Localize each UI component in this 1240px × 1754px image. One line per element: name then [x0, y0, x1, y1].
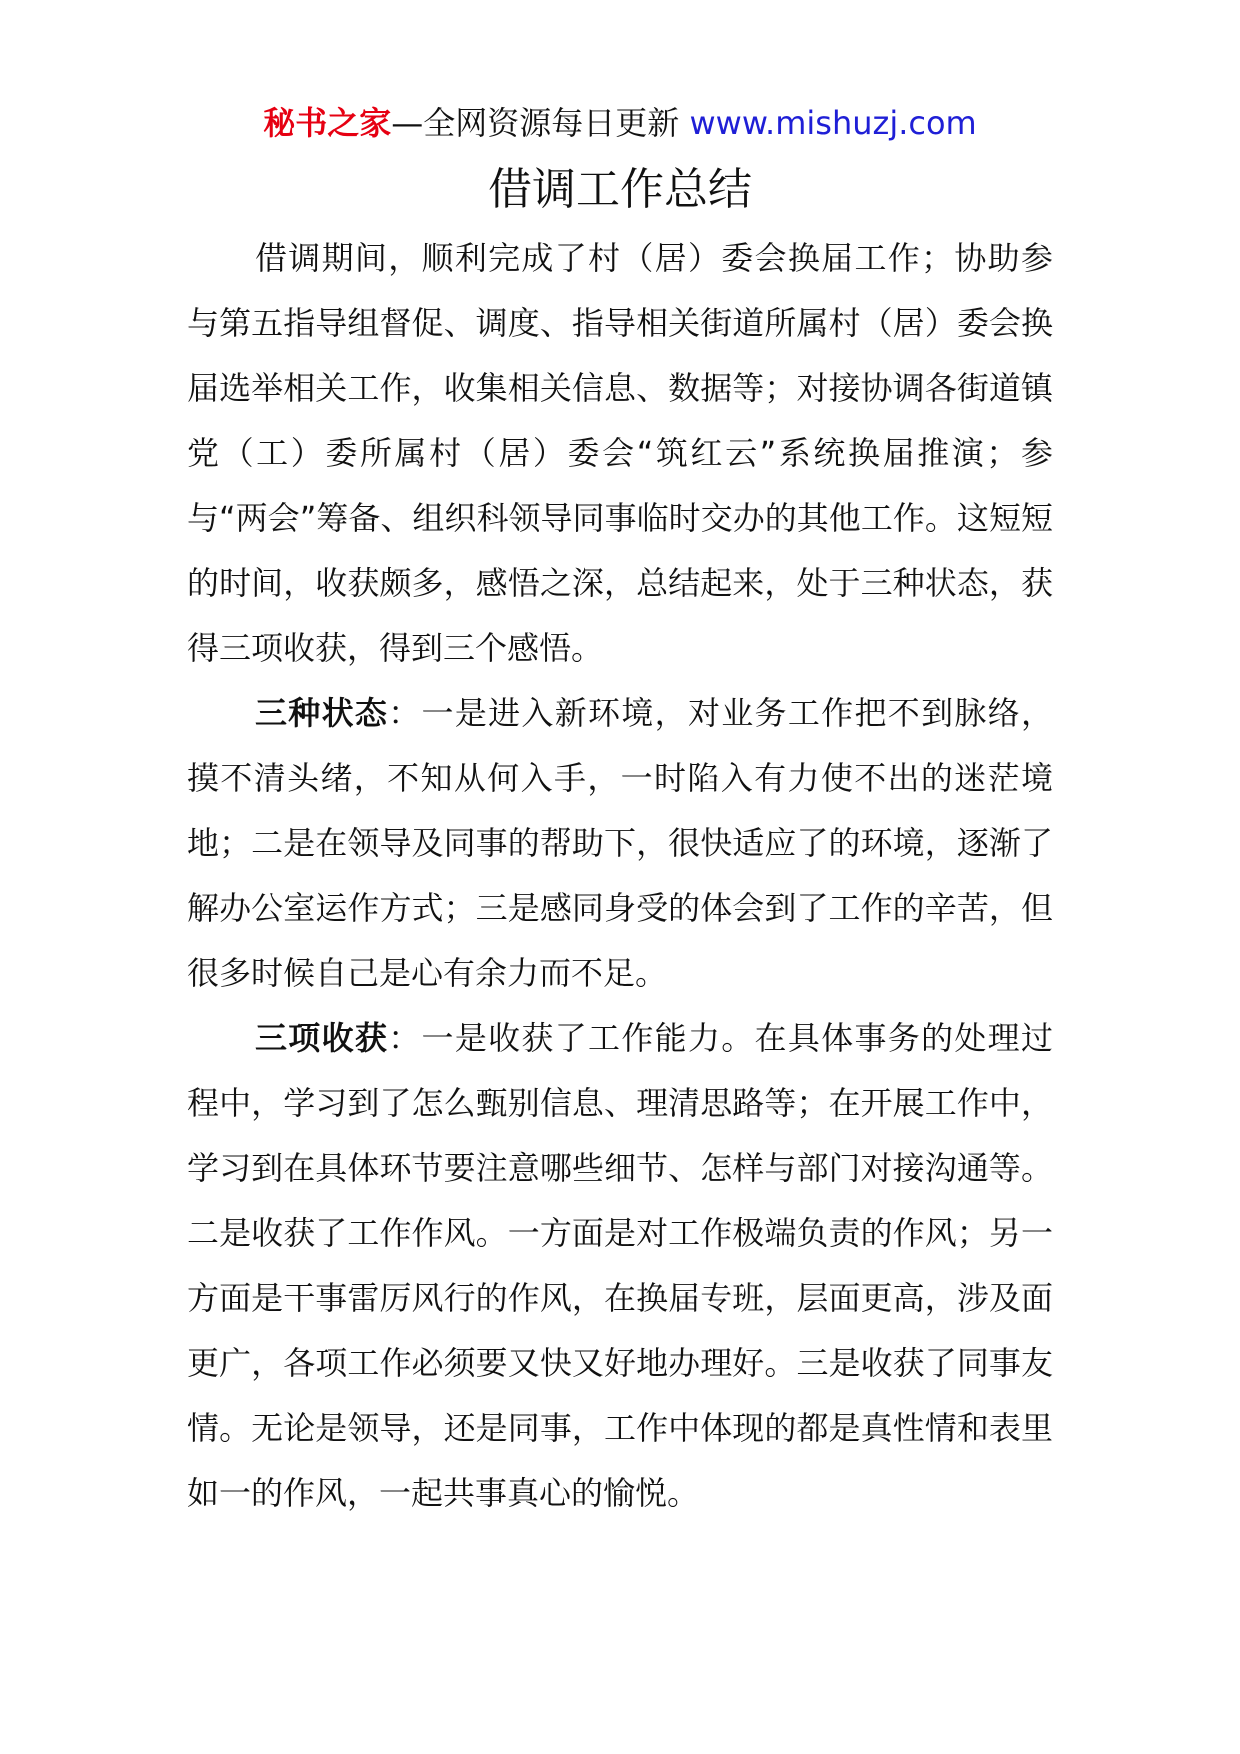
brand-name: 秘书之家: [263, 104, 392, 142]
gains-text: ：一是收获了工作能力。在具体事务的处理过程中，学习到了怎么甄别信息、理清思路等；在开展工作中，学习到在具体环节要注意哪些细节、怎样与部门对接沟通等。二是收获了工作作风。一方面是对工作极端负责的作风；另一方面是干事雷厉风行的作风，在换届专班，层面更高，涉及面更广，各项工作必须要又快又好地办理好。三是收获了同事友情。无论是领导，还是同事，工作中体现的都是真性情和表里如一的作风，一起共事真心的愉悦。: [187, 1019, 1053, 1512]
intro-paragraph: 借调期间，顺利完成了村（居）委会换届工作；协助参与第五指导组督促、调度、指导相关街道所属村（居）委会换届选举相关工作，收集相关信息、数据等；对接协调各街道镇党（工）委所属村（居）委会“筑红云”系统换届推演；参与“两会”筹备、组织科领导同事临时交办的其他工作。这短短的时间，收获颇多，感悟之深，总结起来，处于三种状态，获得三项收获，得到三个感悟。: [187, 239, 1053, 667]
states-heading: 三种状态: [255, 694, 389, 732]
site-url: www.mishuzj.com: [689, 104, 977, 142]
states-text: ：一是进入新环境，对业务工作把不到脉络，摸不清头绪，不知从何入手，一时陷入有力使不出的迷茫境地；二是在领导及同事的帮助下，很快适应了的环境，逐渐了解办公室运作方式；三是感同身受的体会到了工作的辛苦，但很多时候自己是心有余力而不足。: [187, 694, 1053, 992]
document-body: [187, 226, 1053, 1526]
gains-paragraph: [187, 1006, 1053, 1526]
header-tagline: —全网资源每日更新: [391, 104, 690, 142]
site-header: [0, 101, 1240, 145]
document-title: 借调工作总结: [488, 164, 752, 215]
gains-heading: 三项收获: [255, 1019, 389, 1057]
states-paragraph: [187, 681, 1053, 1006]
